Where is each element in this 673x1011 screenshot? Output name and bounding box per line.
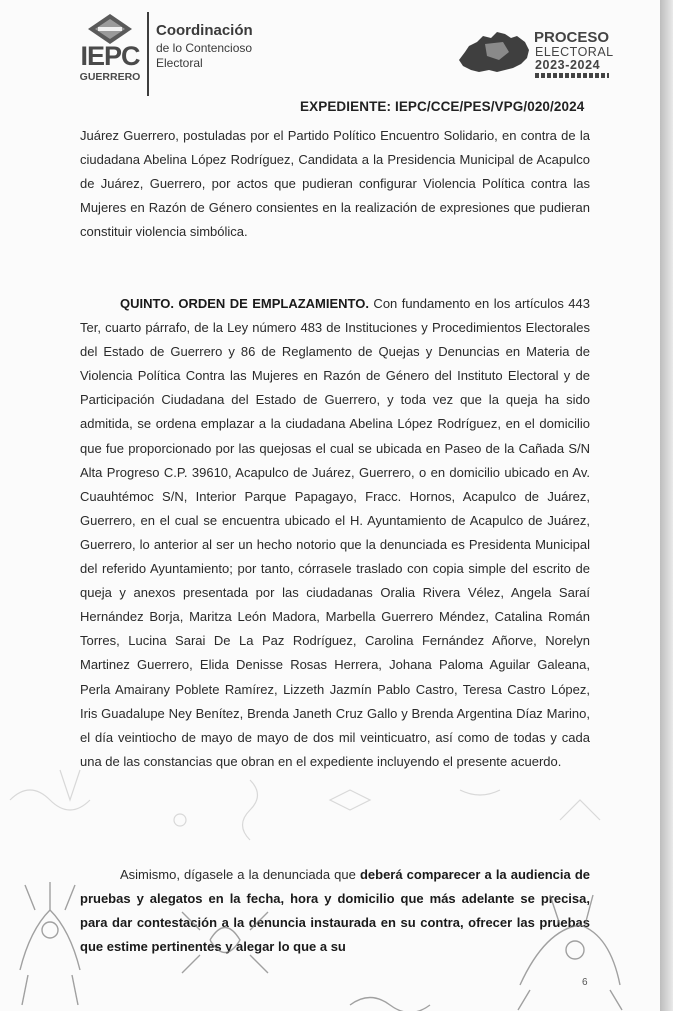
proceso-title: PROCESO [534,29,610,46]
proceso-years: 2023-2024 [535,58,601,72]
coordination-title: Coordinación [156,22,253,39]
page-number: 6 [582,977,588,988]
page-edge [660,0,673,1011]
logo-subtext: GUERRERO [79,71,141,83]
iepc-logo [74,14,146,86]
asimismo-bold: deberá comparecer a la audiencia de pruebas y alegatos en la fecha, hora y domicilio que más adelante se precisa, para dar contestación a la denuncia instaurada en su contra, ofrecer las pruebas que estime pertinentes y alegar lo que a su [80,867,590,955]
proceso-stripe [535,73,609,78]
logo-text: IEPC [80,41,140,71]
iepc-emblem-icon [88,14,132,44]
header-divider [147,12,149,96]
coordination-line-2: de lo Contencioso [156,41,253,55]
coordination-line-3: Electoral [156,56,203,70]
quinto-heading: QUINTO. ORDEN DE EMPLAZAMIENTO. [120,296,369,311]
guerrero-map-icon [455,30,533,76]
paragraph-quinto [80,292,590,774]
decorative-watermark-icon [0,760,660,1011]
quinto-text: Con fundamento en los artículos 443 Ter, cuarto párrafo, de la Ley número 483 de Instituciones y Procedimientos Electorales del Estado de Guerrero y 86 de Reglamento de Quejas y Denuncias en Materia de Violencia Política Contra las Mujeres en Razón de Género del Instituto Electoral y de Participación Ciudadana del Estado de Guerrero, y toda vez que la queja ha sido admitida, se ordena emplazar a la ciudadana Abelina López Rodríguez, en el domicilio que fue proporcionado por las quejosas el cual se ubicada en Paseo de la Cañada S/N Alta Progreso C.P. 39610, Acapulco de Juárez, Guerrero, o en domicilio ubicado en Av. Cuauhtémoc S/N, Interior Parque Papagayo, Fracc. Hornos, Acapulco de Juárez, Guerrero, en el cual se encuentra ubicado el H. Ayuntamiento de Acapulco de Juárez, Guerrero, lo anterior al ser un hecho notorio que la denunciada es Presidenta Municipal del referido Ayuntamiento; por tanto, córrasele traslado con copia simple del escrito de queja y anexos presentada por las ciudadanas Oralia Rivera Vélez, Angela Saraí Hernández Borja, Maritza León Madora, Marbella Guerrero Méndez, Catalina Román Torres, Lucina Sarai De La Paz Rodríguez, Carolina Fernández Añorve, Norelyn Martinez Guerrero, Elida Denisse Rosas Herrera, Johana Paloma Aguilar Galeana, Perla Amairany Poblete Ramírez, Lizzeth Jazmín Pablo Castro, Teresa Castro López, Iris Guadalupe Ney Benítez, Brenda Janeth Cruz Gallo y Brenda Argentina Díaz Marino, el día veintiocho de mayo de mayo de dos mil veinticuatro, así como de todas y cada una de las constancias que obran en el expediente incluyendo el presente acuerdo. [80,296,590,769]
expediente-number: EXPEDIENTE: IEPC/CCE/PES/VPG/020/2024 [300,99,585,114]
paragraph-continuation: Juárez Guerrero, postuladas por el Partido Político Encuentro Solidario, en contra de la ciudadana Abelina López Rodríguez, Candidata a la Presidencia Municipal de Acapulco de Juárez, Guerrero, por actos que pudieran configurar Violencia Política contra las Mujeres en Razón de Género consientes en la realización de expresiones que pudieran constituir violencia simbólica. [80,128,590,240]
asimismo-intro: Asimismo, dígasele a la denunciada que [120,867,360,882]
proceso-line-2: ELECTORAL [535,45,614,59]
